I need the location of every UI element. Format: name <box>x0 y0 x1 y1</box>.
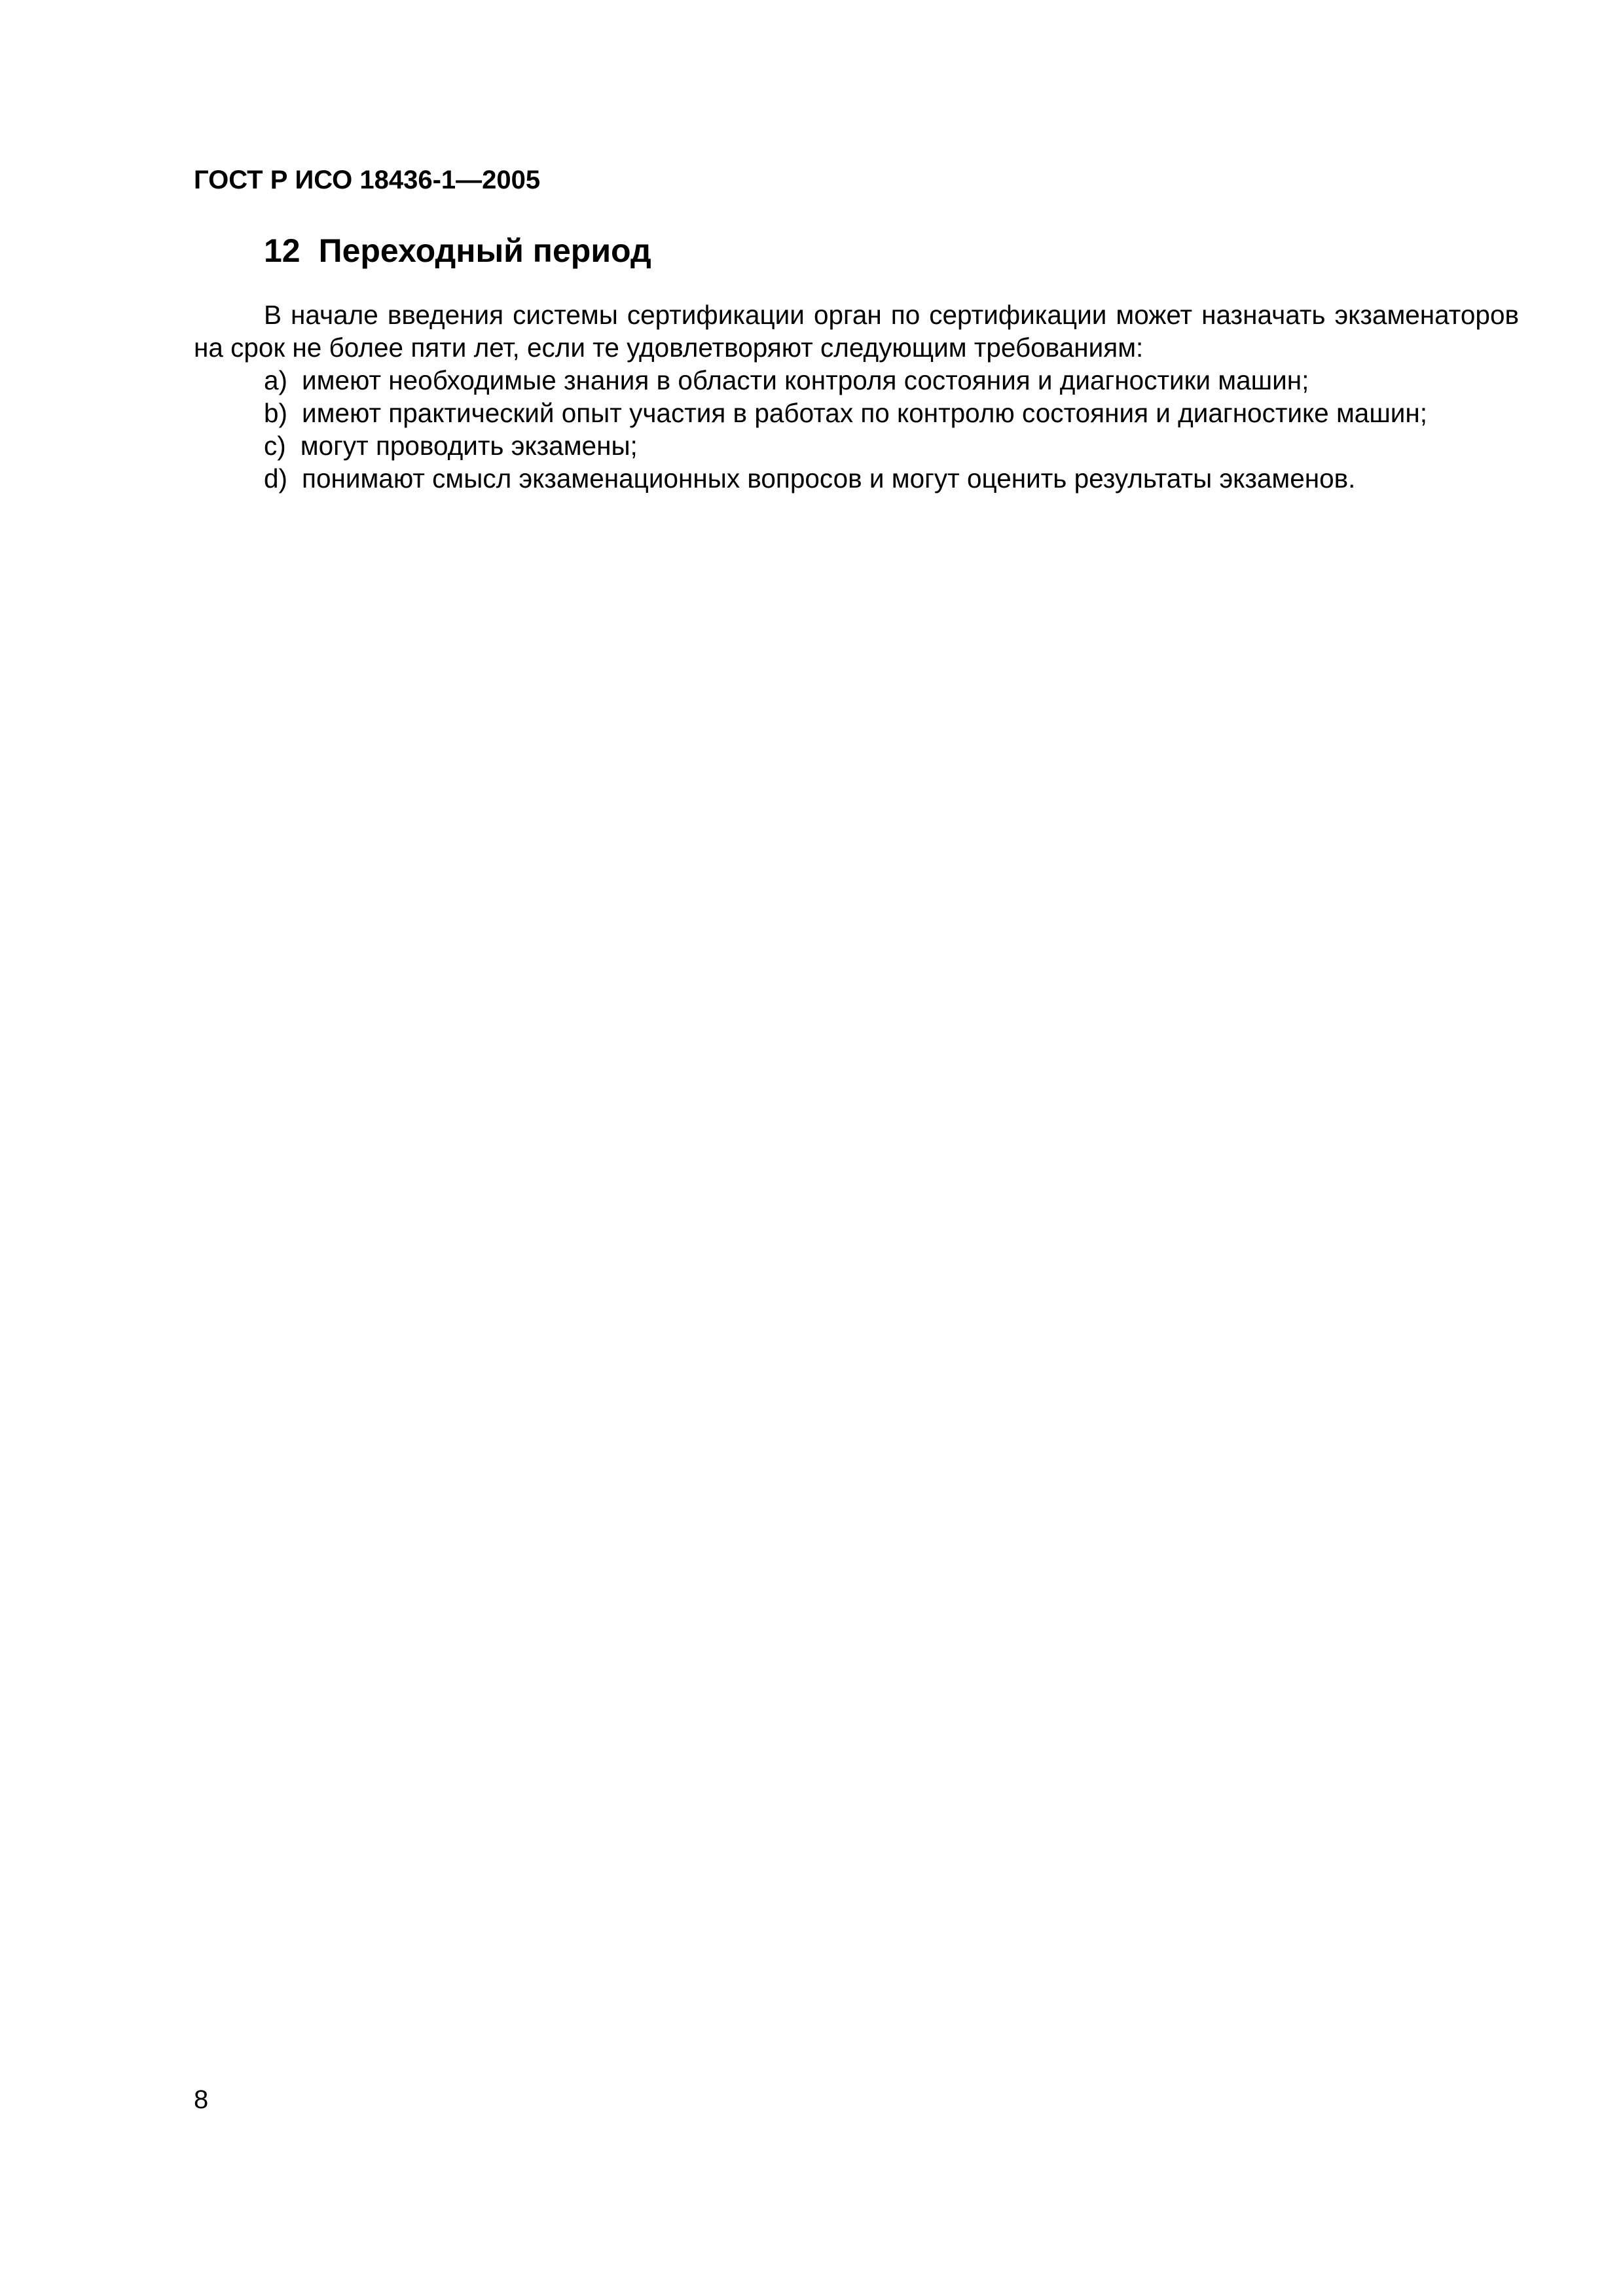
list-item-text: имеют необходимые знания в области контроля состояния и диагностики машин; <box>302 365 1309 395</box>
section-title-text: Переходный период <box>318 232 651 269</box>
list-item-text: понимают смысл экзаменационных вопросов и могут оценить результаты экзаменов. <box>302 463 1356 493</box>
intro-paragraph: В начале введения системы сертификации орган по сертификации может назначать экзаменаторов на срок не более пяти лет, если те удовлетворяют следующим требованиям: <box>194 300 1519 363</box>
section-number: 12 <box>264 232 301 269</box>
requirements-list <box>264 364 1427 495</box>
list-item-marker: c) <box>264 431 286 461</box>
standard-designation: ГОСТ Р ИСО 18436-1—2005 <box>194 166 541 194</box>
list-item <box>264 429 1427 462</box>
list-item-text: имеют практический опыт участия в работах по контролю состояния и диагностике машин; <box>302 398 1428 428</box>
list-item <box>264 397 1427 429</box>
list-item-marker: a) <box>264 365 288 395</box>
list-item <box>264 462 1427 495</box>
list-item <box>264 364 1427 397</box>
list-item-marker: b) <box>264 398 288 428</box>
section-heading <box>264 230 651 271</box>
page-number: 8 <box>194 2085 209 2114</box>
list-item-text: могут проводить экзамены; <box>300 431 638 461</box>
list-item-marker: d) <box>264 463 288 493</box>
